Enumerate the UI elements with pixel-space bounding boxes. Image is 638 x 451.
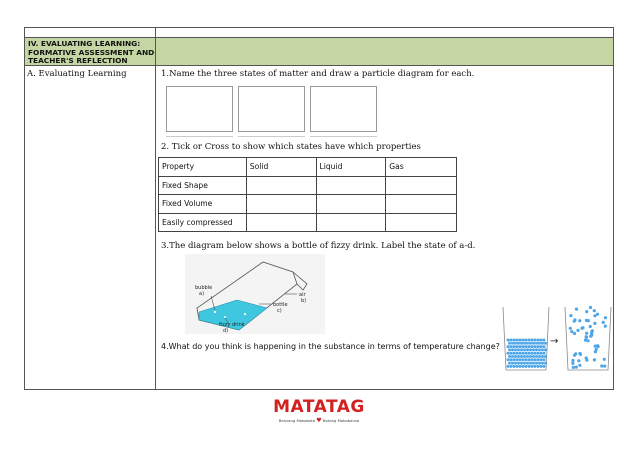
heart-icon: ♥ <box>316 417 322 424</box>
particle <box>525 339 528 342</box>
particle <box>523 348 526 351</box>
particle <box>516 352 519 355</box>
particle <box>544 348 547 351</box>
particle <box>523 355 526 358</box>
question-2: 2. Tick or Cross to show which states have which properties <box>161 142 421 152</box>
particle <box>540 352 543 355</box>
spread-particles <box>569 306 607 369</box>
particle <box>534 345 537 348</box>
particle <box>516 358 519 361</box>
bubble <box>224 316 226 318</box>
particle <box>540 365 543 368</box>
particle <box>522 358 525 361</box>
question-3: 3.The diagram below shows a bottle of fizzy drink. Label the state of a-d. <box>161 241 476 251</box>
section-header-row <box>25 38 613 66</box>
particle <box>529 362 532 365</box>
particle <box>571 359 574 362</box>
particle <box>517 342 520 345</box>
particle <box>535 348 538 351</box>
particle <box>519 339 522 342</box>
bottle-label: bottle <box>273 302 288 308</box>
particle <box>534 339 537 342</box>
particle <box>543 352 546 355</box>
particle <box>516 365 519 368</box>
particle <box>531 365 534 368</box>
table-header-row <box>159 158 457 177</box>
particle <box>517 362 520 365</box>
label-b: b) <box>301 298 307 304</box>
particle <box>525 352 528 355</box>
particle <box>507 339 510 342</box>
particle <box>596 344 599 347</box>
particle <box>514 342 517 345</box>
particle <box>513 352 516 355</box>
particle <box>535 342 538 345</box>
answer-cell[interactable] <box>246 176 316 195</box>
header-liquid: Liquid <box>316 158 386 177</box>
particle <box>513 365 516 368</box>
particle <box>528 358 531 361</box>
particle <box>516 345 519 348</box>
particle <box>544 355 547 358</box>
particle <box>514 355 517 358</box>
particle <box>529 342 532 345</box>
particle <box>600 364 603 367</box>
particle <box>532 348 535 351</box>
particle <box>522 365 525 368</box>
particle <box>603 358 606 361</box>
answer-cell[interactable] <box>246 213 316 232</box>
particle <box>508 362 511 365</box>
answer-cell[interactable] <box>386 176 457 195</box>
particle <box>534 365 537 368</box>
particle <box>520 362 523 365</box>
particle <box>520 348 523 351</box>
particle <box>573 318 576 321</box>
particle <box>528 365 531 368</box>
particle <box>570 330 573 333</box>
particle <box>523 362 526 365</box>
particle <box>511 348 514 351</box>
particle <box>526 342 529 345</box>
particle <box>508 348 511 351</box>
particle <box>510 345 513 348</box>
beaker-particles-diagram <box>500 302 614 372</box>
header-gas: Gas <box>386 158 457 177</box>
particle <box>589 306 592 309</box>
particle <box>589 325 592 328</box>
particle <box>573 354 576 357</box>
header-property: Property <box>159 158 247 177</box>
particle <box>541 355 544 358</box>
particle <box>575 366 578 369</box>
label-a: a) <box>199 291 205 297</box>
particle <box>593 322 596 325</box>
particle <box>511 342 514 345</box>
particle <box>522 339 525 342</box>
fizzy-drink-bottle-diagram <box>185 254 325 334</box>
particle <box>529 355 532 358</box>
section-header: IV. EVALUATING LEARNING: FORMATIVE ASSESSMENT AND TEACHER'S REFLECTION <box>28 39 155 66</box>
answer-cell[interactable] <box>246 195 316 214</box>
particle <box>532 342 535 345</box>
particle <box>513 358 516 361</box>
particle <box>585 335 588 338</box>
answer-cell[interactable] <box>386 195 457 214</box>
particle <box>519 365 522 368</box>
particle <box>522 352 525 355</box>
particle <box>541 348 544 351</box>
particle <box>538 342 541 345</box>
table-row <box>159 176 457 195</box>
table-top-row <box>24 27 614 38</box>
particle <box>522 345 525 348</box>
particle <box>540 358 543 361</box>
particle <box>538 348 541 351</box>
particle <box>519 358 522 361</box>
answer-cell[interactable] <box>316 176 386 195</box>
particle <box>538 355 541 358</box>
particle <box>514 348 517 351</box>
particle <box>576 329 579 332</box>
change-arrow-icon: → <box>550 336 559 347</box>
particle <box>603 365 606 368</box>
table-row <box>159 195 457 214</box>
particle <box>537 358 540 361</box>
particle <box>510 339 513 342</box>
header-solid: Solid <box>246 158 316 177</box>
particle <box>540 345 543 348</box>
table-row <box>159 213 457 232</box>
particle <box>537 352 540 355</box>
particle <box>580 327 583 330</box>
question-4: 4.What do you think is happening in the substance in terms of temperature change? <box>161 342 500 351</box>
particle <box>531 339 534 342</box>
particle <box>528 352 531 355</box>
particle <box>541 342 544 345</box>
particle <box>569 314 572 317</box>
particle <box>531 352 534 355</box>
particle <box>544 342 547 345</box>
particle <box>508 342 511 345</box>
particle <box>534 358 537 361</box>
answer-cell[interactable] <box>316 195 386 214</box>
packed-particles <box>507 339 548 368</box>
particle <box>507 352 510 355</box>
column-divider <box>155 27 156 390</box>
particle <box>528 339 531 342</box>
particle <box>514 362 517 365</box>
particle <box>538 362 541 365</box>
particle <box>510 365 513 368</box>
particle <box>602 321 605 324</box>
particle <box>507 345 510 348</box>
particle <box>571 362 574 365</box>
particle <box>507 358 510 361</box>
particle <box>543 358 546 361</box>
particle <box>604 316 607 319</box>
particle <box>528 345 531 348</box>
particle <box>508 355 511 358</box>
particle <box>577 359 580 362</box>
particle <box>543 365 546 368</box>
particle <box>585 359 588 362</box>
particle <box>584 339 587 342</box>
particle <box>544 362 547 365</box>
particle <box>526 355 529 358</box>
logo-word: MATATAG <box>273 397 365 417</box>
property-cell: Fixed Shape <box>159 176 247 195</box>
particle <box>523 342 526 345</box>
particle <box>525 365 528 368</box>
particle <box>513 345 516 348</box>
question-1: 1.Name the three states of matter and draw a particle diagram for each. <box>161 69 475 79</box>
label-d: d) <box>223 328 229 334</box>
particle <box>572 366 575 369</box>
bubble <box>214 311 216 313</box>
bubble-label: bubble <box>195 285 213 291</box>
particle <box>537 345 540 348</box>
particle <box>510 352 513 355</box>
particle <box>595 348 598 351</box>
particle <box>537 365 540 368</box>
particle <box>534 352 537 355</box>
bubble <box>244 313 246 315</box>
particle <box>586 319 589 322</box>
drawing-box-1[interactable] <box>166 86 233 132</box>
particle <box>540 339 543 342</box>
particle <box>516 339 519 342</box>
particle <box>537 339 540 342</box>
particle <box>520 342 523 345</box>
particle <box>604 325 607 328</box>
particle <box>513 339 516 342</box>
particle <box>535 355 538 358</box>
air-label: air <box>299 292 306 298</box>
particle <box>526 362 529 365</box>
particle <box>510 358 513 361</box>
particle <box>529 348 532 351</box>
particle <box>578 364 581 367</box>
properties-table <box>158 157 457 232</box>
particle <box>531 345 534 348</box>
particle <box>543 345 546 348</box>
particle <box>585 332 588 335</box>
particle <box>525 358 528 361</box>
property-cell: Easily compressed <box>159 213 247 232</box>
particle <box>532 355 535 358</box>
answer-cell[interactable] <box>386 213 457 232</box>
particle <box>511 355 514 358</box>
particle <box>520 355 523 358</box>
particle <box>519 352 522 355</box>
particle <box>593 309 596 312</box>
particle <box>593 358 596 361</box>
matatag-logo <box>262 398 376 430</box>
particle <box>511 362 514 365</box>
particle <box>575 308 578 311</box>
particle <box>532 362 535 365</box>
particle <box>517 355 520 358</box>
answer-cell[interactable] <box>316 213 386 232</box>
logo-tagline: Bansang Makabata ♥ Batang Makabansa <box>278 417 360 424</box>
particle <box>578 352 581 355</box>
fizzy-drink-label: fizzy drink <box>219 322 245 328</box>
drawing-box-2[interactable] <box>238 86 305 132</box>
drawing-box-3[interactable] <box>310 86 377 132</box>
particle <box>596 313 599 316</box>
particle <box>578 319 581 322</box>
particle <box>519 345 522 348</box>
particle <box>526 348 529 351</box>
particle <box>590 334 593 337</box>
particle <box>517 348 520 351</box>
particle <box>569 327 572 330</box>
label-c: c) <box>277 308 282 314</box>
particle <box>573 332 576 335</box>
particle <box>543 339 546 342</box>
evaluating-learning-label: A. Evaluating Learning <box>27 69 127 79</box>
header-divider <box>155 38 156 66</box>
particle <box>541 362 544 365</box>
particle <box>507 365 510 368</box>
particle <box>531 358 534 361</box>
particle <box>585 310 588 313</box>
property-cell: Fixed Volume <box>159 195 247 214</box>
particle <box>535 362 538 365</box>
particle <box>525 345 528 348</box>
